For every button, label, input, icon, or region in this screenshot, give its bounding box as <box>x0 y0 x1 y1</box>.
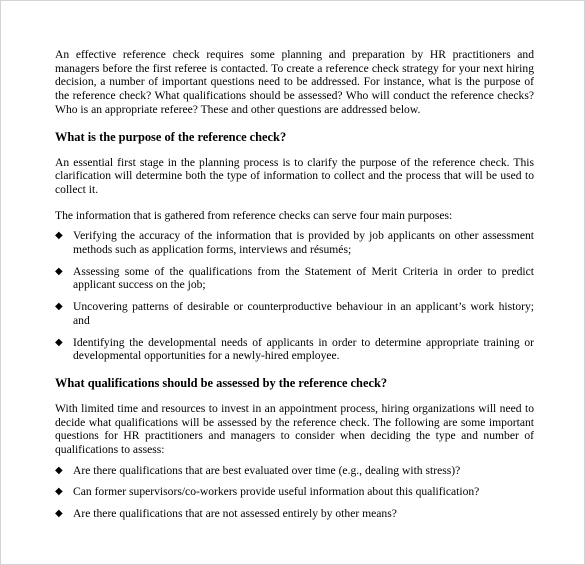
diamond-bullet-icon: ◆ <box>55 230 63 242</box>
list-item-text: Are there qualifications that are not assessed entirely by other means? <box>73 507 397 521</box>
list-item <box>55 265 534 292</box>
list-item <box>55 229 534 256</box>
diamond-bullet-icon: ◆ <box>55 336 63 348</box>
intro-paragraph: An effective reference check requires some planning and preparation by HR practitioners and managers before the first referee is contacted. To create a reference check strategy for your next hiring decision, a number of important questions need to be addressed. For instance, what is the purpose of the reference check? What qualifications should be assessed? Who will conduct the reference checks? Who is an appropriate referee? These and other questions are addressed below. <box>55 48 534 116</box>
section-heading-qualifications: What qualifications should be assessed by the reference check? <box>55 375 388 390</box>
diamond-bullet-icon: ◆ <box>55 486 63 498</box>
list-item-text: Uncovering patterns of desirable or counterproductive behaviour in an applicant’s work history; and <box>73 300 534 327</box>
list-item-text: Assessing some of the qualifications from the Statement of Merit Criteria in order to predict applicant success on the job; <box>73 264 534 292</box>
diamond-bullet-icon: ◆ <box>55 464 63 476</box>
diamond-bullet-icon: ◆ <box>55 508 63 520</box>
list-item <box>55 507 534 521</box>
document-body <box>55 48 534 521</box>
list-item <box>55 300 534 327</box>
list-item-text: Can former supervisors/co-workers provide useful information about this qualification? <box>73 485 480 499</box>
diamond-bullet-icon: ◆ <box>55 301 63 313</box>
list-item <box>55 336 534 363</box>
qualification-questions-list <box>55 464 534 521</box>
qualifications-paragraph: With limited time and resources to invest in an appointment process, hiring organizations will need to decide what qualifications will be assessed by the reference check. The following are some important questions for HR practitioners and managers to consider when deciding the type and number of qualifications to assess: <box>55 401 534 457</box>
list-item-text: Are there qualifications that are best evaluated over time (e.g., dealing with stress)? <box>73 463 461 477</box>
list-item <box>55 485 534 499</box>
diamond-bullet-icon: ◆ <box>55 265 63 277</box>
list-item-text: Verifying the accuracy of the information that is provided by job applicants on other assessment methods such as application forms, interviews and résumés; <box>73 229 534 257</box>
section-heading-purpose: What is the purpose of the reference check? <box>55 129 287 144</box>
list-item-text: Identifying the developmental needs of applicants in order to determine appropriate training or developmental opportunities for a newly-hired employee. <box>73 335 534 363</box>
list-item <box>55 464 534 478</box>
purposes-list <box>55 229 534 363</box>
purpose-paragraph: An essential first stage in the planning process is to clarify the purpose of the reference check. This clarification will determine both the type of information to collect and the process that will be used to collect it. <box>55 155 534 196</box>
purposes-intro-paragraph: The information that is gathered from reference checks can serve four main purposes: <box>55 208 453 222</box>
